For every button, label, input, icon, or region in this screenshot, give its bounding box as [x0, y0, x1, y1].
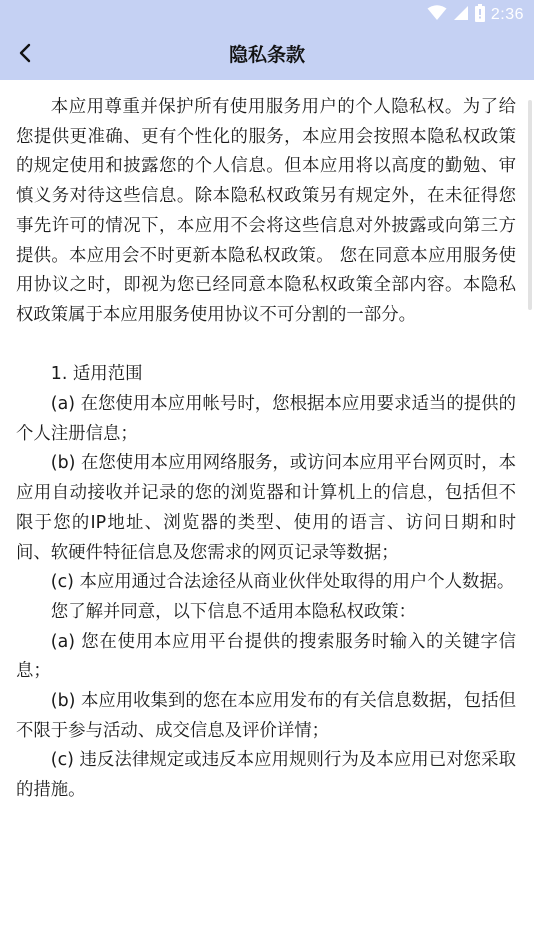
status-icons: [427, 3, 524, 27]
exclusion-intro: 您了解并同意，以下信息不适用本隐私权政策：: [50, 601, 417, 622]
scope-item-b: (b) 在您使用本应用网络服务，或访问本应用平台网页时，本应用自动接收并记录的您的浏览器和计算机上的信息，包括但不限于您的IP地址、浏览器的类型、使用的语言、访问日期和时间、软硬件特征信息及您需求的网页记录等数据；: [16, 453, 516, 563]
app-bar: [0, 30, 534, 80]
exclusion-item-b: (b) 本应用收集到的您在本应用发布的有关信息数据，包括但不限于参与活动、成交信息及评价详情；: [16, 691, 516, 741]
section-title: 1. 适用范围: [50, 364, 143, 385]
scrollbar-thumb[interactable]: [528, 100, 532, 310]
exclusion-item-a: (a) 您在使用本应用平台提供的搜索服务时输入的关键字信息；: [16, 631, 516, 682]
paragraph-spacer: [16, 331, 516, 361]
exclusion-item-c: (c) 违反法律规定或违反本应用规则行为及本应用已对您采取的措施。: [16, 750, 516, 801]
status-bar: [0, 0, 534, 30]
back-button[interactable]: [6, 35, 46, 75]
status-time: 2:36: [490, 6, 524, 23]
page-title: 隐私条款: [228, 44, 305, 66]
privacy-policy-content[interactable]: [16, 93, 516, 943]
intro-paragraph: 本应用尊重并保护所有使用服务用户的个人隐私权。为了给您提供更准确、更有个性化的服务，本应用会按照本隐私权政策的规定使用和披露您的个人信息。但本应用将以高度的勤勉、审慎义务对待这些信息。除本隐私权政策另有规定外，在未征得您事先许可的情况下，本应用不会将这些信息对外披露或向第三方提供。本应用会不时更新本隐私权政策。 您在同意本应用服务使用协议之时，即视为您已经同意本隐私权政策全部内容。本隐私权政策属于本应用服务使用协议不可分割的一部分。: [16, 97, 516, 325]
battery-icon: [475, 4, 485, 26]
wifi-icon: [427, 5, 447, 25]
cellular-signal-icon: [453, 5, 469, 25]
scope-item-a: (a) 在您使用本应用帐号时，您根据本应用要求适当的提供的个人注册信息；: [16, 394, 516, 444]
scope-item-c: (c) 本应用通过合法途径从商业伙伴处取得的用户个人数据。: [50, 572, 515, 593]
chevron-left-icon: [16, 42, 36, 68]
